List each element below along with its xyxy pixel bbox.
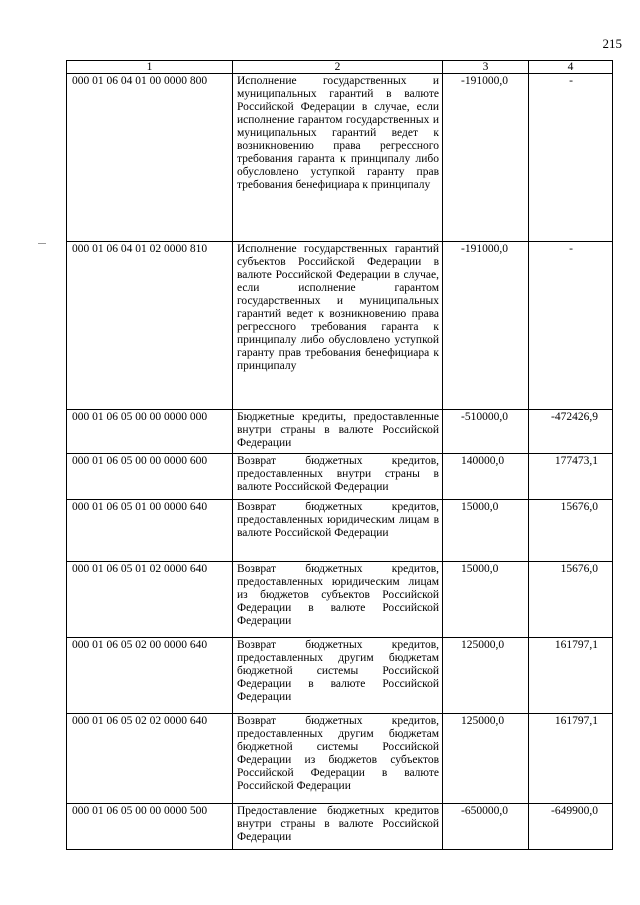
row-description: Исполнение государственных гарантий субъектов Российской Федерации в валюте Российской Федерации в случае, если исполнение гарантом государственных и муниципальных гарантий ведет к возникновению права регрессного требования гаранта к принципалу либо обусловлено уступкой гаранту прав требования бенефициара к принципалу (233, 242, 443, 410)
row-code: 000 01 06 04 01 00 0000 800 (67, 74, 233, 242)
row-code: 000 01 06 05 02 00 0000 640 (67, 638, 233, 714)
row-value-col4: 161797,1 (529, 638, 613, 714)
row-value-col3: 15000,0 (443, 500, 529, 562)
page-number: 215 (602, 36, 622, 51)
table-row (67, 804, 613, 850)
column-header-4: 4 (529, 61, 613, 74)
row-code: 000 01 06 05 01 00 0000 640 (67, 500, 233, 562)
table-row (67, 242, 613, 410)
row-value-col3: 15000,0 (443, 562, 529, 638)
row-value-col4: - (529, 74, 613, 242)
row-code: 000 01 06 05 00 00 0000 000 (67, 410, 233, 454)
row-value-col4: 15676,0 (529, 500, 613, 562)
row-code: 000 01 06 05 00 00 0000 600 (67, 454, 233, 500)
row-value-col4: - (529, 242, 613, 410)
column-header-2: 2 (233, 61, 443, 74)
row-value-col3: -191000,0 (443, 74, 529, 242)
row-description: Предоставление бюджетных кредитов внутри страны в валюте Российской Федерации (233, 804, 443, 850)
row-value-col4: 15676,0 (529, 562, 613, 638)
row-description: Возврат бюджетных кредитов, предоставленных другим бюджетам бюджетной системы Российской Федерации из бюджетов субъектов Российской Федерации в валюте Российской Федерации (233, 714, 443, 804)
row-description: Возврат бюджетных кредитов, предоставленных другим бюджетам бюджетной системы Российской Федерации в валюте Российской Федерации (233, 638, 443, 714)
table-row (67, 410, 613, 454)
row-description: Исполнение государственных и муниципальных гарантий в валюте Российской Федерации в случае, если исполнение гарантом государственных и муниципальных гарантий ведет к возникновению права регрессного требования гаранта к принципалу либо обусловлено уступкой гаранту прав требования бенефициара к принципалу (233, 74, 443, 242)
row-value-col4: -649900,0 (529, 804, 613, 850)
row-code: 000 01 06 04 01 02 0000 810 (67, 242, 233, 410)
row-value-col4: 161797,1 (529, 714, 613, 804)
budget-table (66, 60, 613, 850)
column-header-1: 1 (67, 61, 233, 74)
row-value-col4: -472426,9 (529, 410, 613, 454)
table-row (67, 714, 613, 804)
table-row (67, 562, 613, 638)
row-value-col3: -650000,0 (443, 804, 529, 850)
row-code: 000 01 06 05 00 00 0000 500 (67, 804, 233, 850)
row-value-col3: 125000,0 (443, 714, 529, 804)
margin-mark (38, 243, 46, 244)
table-row (67, 638, 613, 714)
column-header-3: 3 (443, 61, 529, 74)
table-row (67, 74, 613, 242)
row-value-col3: -191000,0 (443, 242, 529, 410)
row-value-col3: 125000,0 (443, 638, 529, 714)
row-value-col3: -510000,0 (443, 410, 529, 454)
row-code: 000 01 06 05 01 02 0000 640 (67, 562, 233, 638)
header-row (67, 61, 613, 74)
row-description: Возврат бюджетных кредитов, предоставленных внутри страны в валюте Российской Федерации (233, 454, 443, 500)
row-description: Возврат бюджетных кредитов, предоставленных юридическим лицам из бюджетов субъектов Российской Федерации в валюте Российской Федерации (233, 562, 443, 638)
row-description: Возврат бюджетных кредитов, предоставленных юридическим лицам в валюте Российской Федерации (233, 500, 443, 562)
row-value-col3: 140000,0 (443, 454, 529, 500)
row-description: Бюджетные кредиты, предоставленные внутри страны в валюте Российской Федерации (233, 410, 443, 454)
table-row (67, 500, 613, 562)
row-code: 000 01 06 05 02 02 0000 640 (67, 714, 233, 804)
table-row (67, 454, 613, 500)
row-value-col4: 177473,1 (529, 454, 613, 500)
